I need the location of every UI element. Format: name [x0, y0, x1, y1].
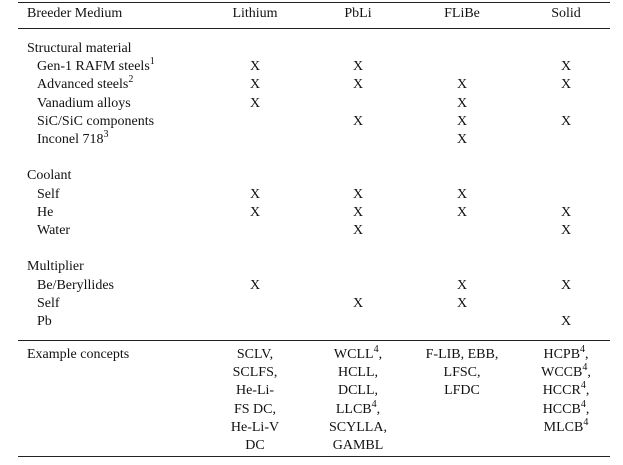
footnote-marker: 4	[371, 398, 377, 410]
trailing-punctuation: ,	[378, 347, 383, 362]
footnote-marker: 4	[582, 362, 588, 374]
trailing-punctuation: ,	[585, 401, 590, 417]
concept-name: DCLL,	[337, 383, 379, 399]
row-label	[37, 58, 155, 76]
header-lithium: Lithium	[232, 6, 278, 21]
example-concept-line	[205, 364, 305, 382]
compatibility-mark: X	[352, 59, 364, 75]
compatibility-mark: X	[456, 95, 468, 111]
compatibility-mark: X	[352, 77, 364, 93]
footnote-marker: 4	[373, 344, 379, 355]
row-label-text: He	[37, 204, 54, 220]
concept-name: HCCB	[542, 401, 581, 417]
compatibility-mark: X	[249, 277, 261, 293]
example-concept-line	[205, 382, 305, 400]
compatibility-mark: X	[456, 204, 468, 220]
compatibility-mark: X	[249, 95, 261, 111]
row-label	[37, 131, 108, 149]
example-concept-line	[516, 398, 616, 419]
compatibility-mark: X	[456, 113, 468, 129]
section-title: Coolant	[27, 168, 72, 184]
row-label	[37, 277, 114, 295]
row-label-text: Water	[37, 223, 71, 238]
example-concept-line	[412, 382, 512, 400]
example-concept-line	[308, 398, 408, 419]
example-concept-line	[308, 382, 408, 400]
example-concept-line	[412, 346, 512, 364]
footnote-marker: 3	[103, 129, 109, 140]
concept-name: SCYLLA,	[329, 419, 387, 435]
section-title: Multiplier	[27, 259, 84, 275]
concept-name: GAMBL	[332, 438, 384, 453]
row-label	[37, 113, 154, 131]
concept-name: SCLFS,	[232, 365, 278, 381]
example-concept-line	[308, 364, 408, 382]
header-solid: Solid	[551, 6, 581, 21]
concept-name: He-Li-V	[230, 419, 280, 435]
examples-rule	[18, 340, 610, 341]
concept-name: WCLL	[333, 347, 374, 362]
concept-name: He-Li-	[235, 383, 275, 399]
concept-name: DC	[245, 438, 265, 453]
compatibility-mark: X	[249, 77, 261, 93]
concept-name: LFDC	[444, 383, 480, 399]
example-concept-line	[516, 346, 616, 364]
compatibility-mark: X	[560, 314, 572, 329]
footnote-marker: 4	[580, 344, 586, 355]
compatibility-mark: X	[560, 223, 572, 238]
footnote-marker: 2	[128, 74, 134, 86]
compatibility-mark: X	[249, 186, 261, 202]
compatibility-mark: X	[352, 295, 364, 311]
row-label	[37, 76, 133, 94]
row-label	[37, 204, 53, 222]
example-concept-line	[205, 401, 305, 419]
compatibility-mark: X	[560, 59, 572, 75]
compatibility-mark: X	[456, 186, 468, 202]
row-label-text: Self	[37, 186, 60, 202]
concept-name: F-LIB, EBB,	[425, 347, 499, 362]
concept-name: MLCB	[543, 419, 584, 435]
header-breeder-medium: Breeder Medium	[27, 6, 123, 21]
concept-name: LLCB	[335, 401, 372, 417]
example-concept-line	[205, 419, 305, 437]
concept-name: SCLV,	[236, 347, 274, 362]
example-concept-line	[205, 346, 305, 364]
example-concept-line	[516, 364, 616, 382]
compatibility-mark: X	[560, 204, 572, 220]
example-concept-line	[516, 382, 616, 400]
footnote-marker: 4	[580, 398, 586, 410]
row-label	[37, 186, 60, 204]
compatibility-mark: X	[560, 77, 572, 93]
compatibility-mark: X	[352, 223, 364, 238]
example-concept-line	[205, 437, 305, 455]
row-label	[37, 95, 131, 113]
concept-name: HCCR	[542, 383, 581, 399]
trailing-punctuation: ,	[585, 383, 590, 399]
concept-name: HCLL,	[337, 365, 379, 381]
footnote-marker: 1	[149, 56, 155, 68]
row-label-text: Pb	[37, 314, 52, 329]
row-label-text: Vanadium alloys	[37, 95, 131, 111]
example-concept-line	[412, 364, 512, 382]
example-concept-line	[516, 416, 616, 437]
footnote-marker: 4	[583, 416, 589, 428]
footnote-marker: 4	[580, 380, 586, 392]
compatibility-mark: X	[352, 113, 364, 129]
example-concept-line	[308, 419, 408, 437]
header-rule	[18, 28, 610, 29]
row-label-text: Self	[37, 295, 60, 311]
trailing-punctuation: ,	[585, 347, 589, 362]
compatibility-mark: X	[352, 186, 364, 202]
trailing-punctuation: ,	[376, 401, 381, 417]
compatibility-mark: X	[352, 204, 364, 220]
compatibility-mark: X	[456, 77, 468, 93]
compatibility-mark: X	[560, 113, 572, 129]
header-pbli: PbLi	[344, 6, 372, 21]
trailing-punctuation: ,	[587, 365, 591, 381]
header-flibe: FLiBe	[444, 6, 480, 21]
section-title: Structural material	[27, 41, 132, 56]
top-rule	[18, 2, 610, 3]
row-label-text: Gen-1 RAFM steels	[37, 59, 150, 75]
compatibility-mark: X	[456, 277, 468, 293]
compatibility-mark: X	[456, 295, 468, 311]
compatibility-mark: X	[249, 204, 261, 220]
row-label-text: Inconel 718	[37, 132, 104, 147]
compatibility-mark: X	[456, 132, 468, 147]
bottom-rule	[18, 456, 610, 457]
concept-name: HCPB	[543, 347, 581, 362]
examples-label: Example concepts	[27, 347, 130, 362]
row-label-text: Be/Beryllides	[37, 277, 114, 293]
concept-name: FS DC,	[233, 401, 277, 417]
row-label	[37, 313, 52, 331]
row-label-text: Advanced steels	[37, 77, 129, 93]
example-concept-line	[308, 437, 408, 455]
concept-name: WCCB	[541, 365, 583, 381]
row-label-text: SiC/SiC components	[37, 113, 155, 129]
row-label	[37, 222, 70, 240]
row-label	[37, 295, 60, 313]
compatibility-mark: X	[249, 59, 261, 75]
compatibility-mark: X	[560, 277, 572, 293]
concept-name: LFSC,	[443, 365, 481, 381]
example-concept-line	[308, 346, 408, 364]
